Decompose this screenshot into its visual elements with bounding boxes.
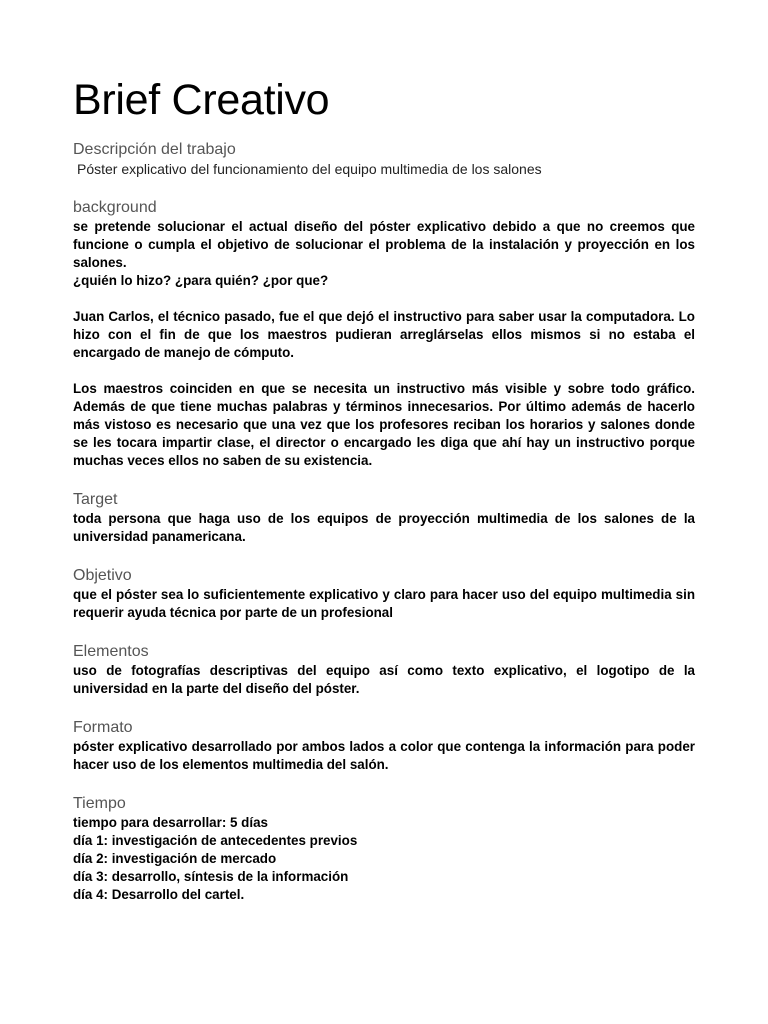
background-paragraph-2: Juan Carlos, el técnico pasado, fue el que dejó el instructivo para saber usar la computadora. Lo hizo con el fin de que los maestros pudieran arreglárselas ellos mismos si no estaba el encargado de manejo de cómputo. [73, 309, 695, 360]
section-target [73, 490, 695, 546]
section-heading-descripcion: Descripción del trabajo [73, 141, 236, 158]
section-heading-tiempo: Tiempo [73, 795, 126, 812]
tiempo-line: día 4: Desarrollo del cartel. [73, 887, 245, 902]
background-paragraph-1: se pretende solucionar el actual diseño del póster explicativo debido a que no creemos que funcione o cumpla el objetivo de solucionar el problema de la instalación y proyección en los salones. [73, 219, 695, 270]
document-title: Brief Creativo [73, 76, 330, 124]
objetivo-text: que el póster sea lo suficientemente explicativo y claro para hacer uso del equipo multimedia sin requerir ayuda técnica por parte de un profesional [73, 587, 695, 620]
section-heading-background: background [73, 199, 157, 216]
formato-text: póster explicativo desarrollado por ambos lados a color que contenga la información para poder hacer uso de los elementos multimedia del salón. [73, 739, 695, 772]
tiempo-line: tiempo para desarrollar: 5 días [73, 815, 268, 830]
section-heading-objetivo: Objetivo [73, 567, 132, 584]
target-text: toda persona que haga uso de los equipos de proyección multimedia de los salones de la universidad panamericana. [73, 511, 695, 544]
section-elementos [73, 642, 695, 698]
section-heading-formato: Formato [73, 719, 133, 736]
section-background [73, 198, 695, 470]
section-descripcion [73, 140, 695, 178]
elementos-text: uso de fotografías descriptivas del equipo así como texto explicativo, el logotipo de la universidad en la parte del diseño del póster. [73, 663, 695, 696]
descripcion-text: Póster explicativo del funcionamiento del equipo multimedia de los salones [77, 161, 542, 177]
section-heading-target: Target [73, 491, 118, 508]
tiempo-line: día 1: investigación de antecedentes previos [73, 833, 358, 848]
tiempo-line: día 2: investigación de mercado [73, 851, 277, 866]
section-formato [73, 718, 695, 774]
tiempo-line: día 3: desarrollo, síntesis de la información [73, 869, 349, 884]
background-paragraph-3: Los maestros coinciden en que se necesita un instructivo más visible y sobre todo gráfico. Además de que tiene muchas palabras y términos innecesarios. Por último además de hacerlo más vistoso es necesario que una vez que los profesores reciban los horarios y salones donde se les tocara impartir clase, el director o encargado les diga que ahí hay un instructivo porque muchas veces ellos no saben de su existencia. [73, 381, 695, 468]
section-objetivo [73, 566, 695, 622]
section-heading-elementos: Elementos [73, 643, 149, 660]
document-page [73, 74, 695, 904]
background-question: ¿quién lo hizo? ¿para quién? ¿por que? [73, 273, 329, 288]
section-tiempo [73, 794, 695, 904]
